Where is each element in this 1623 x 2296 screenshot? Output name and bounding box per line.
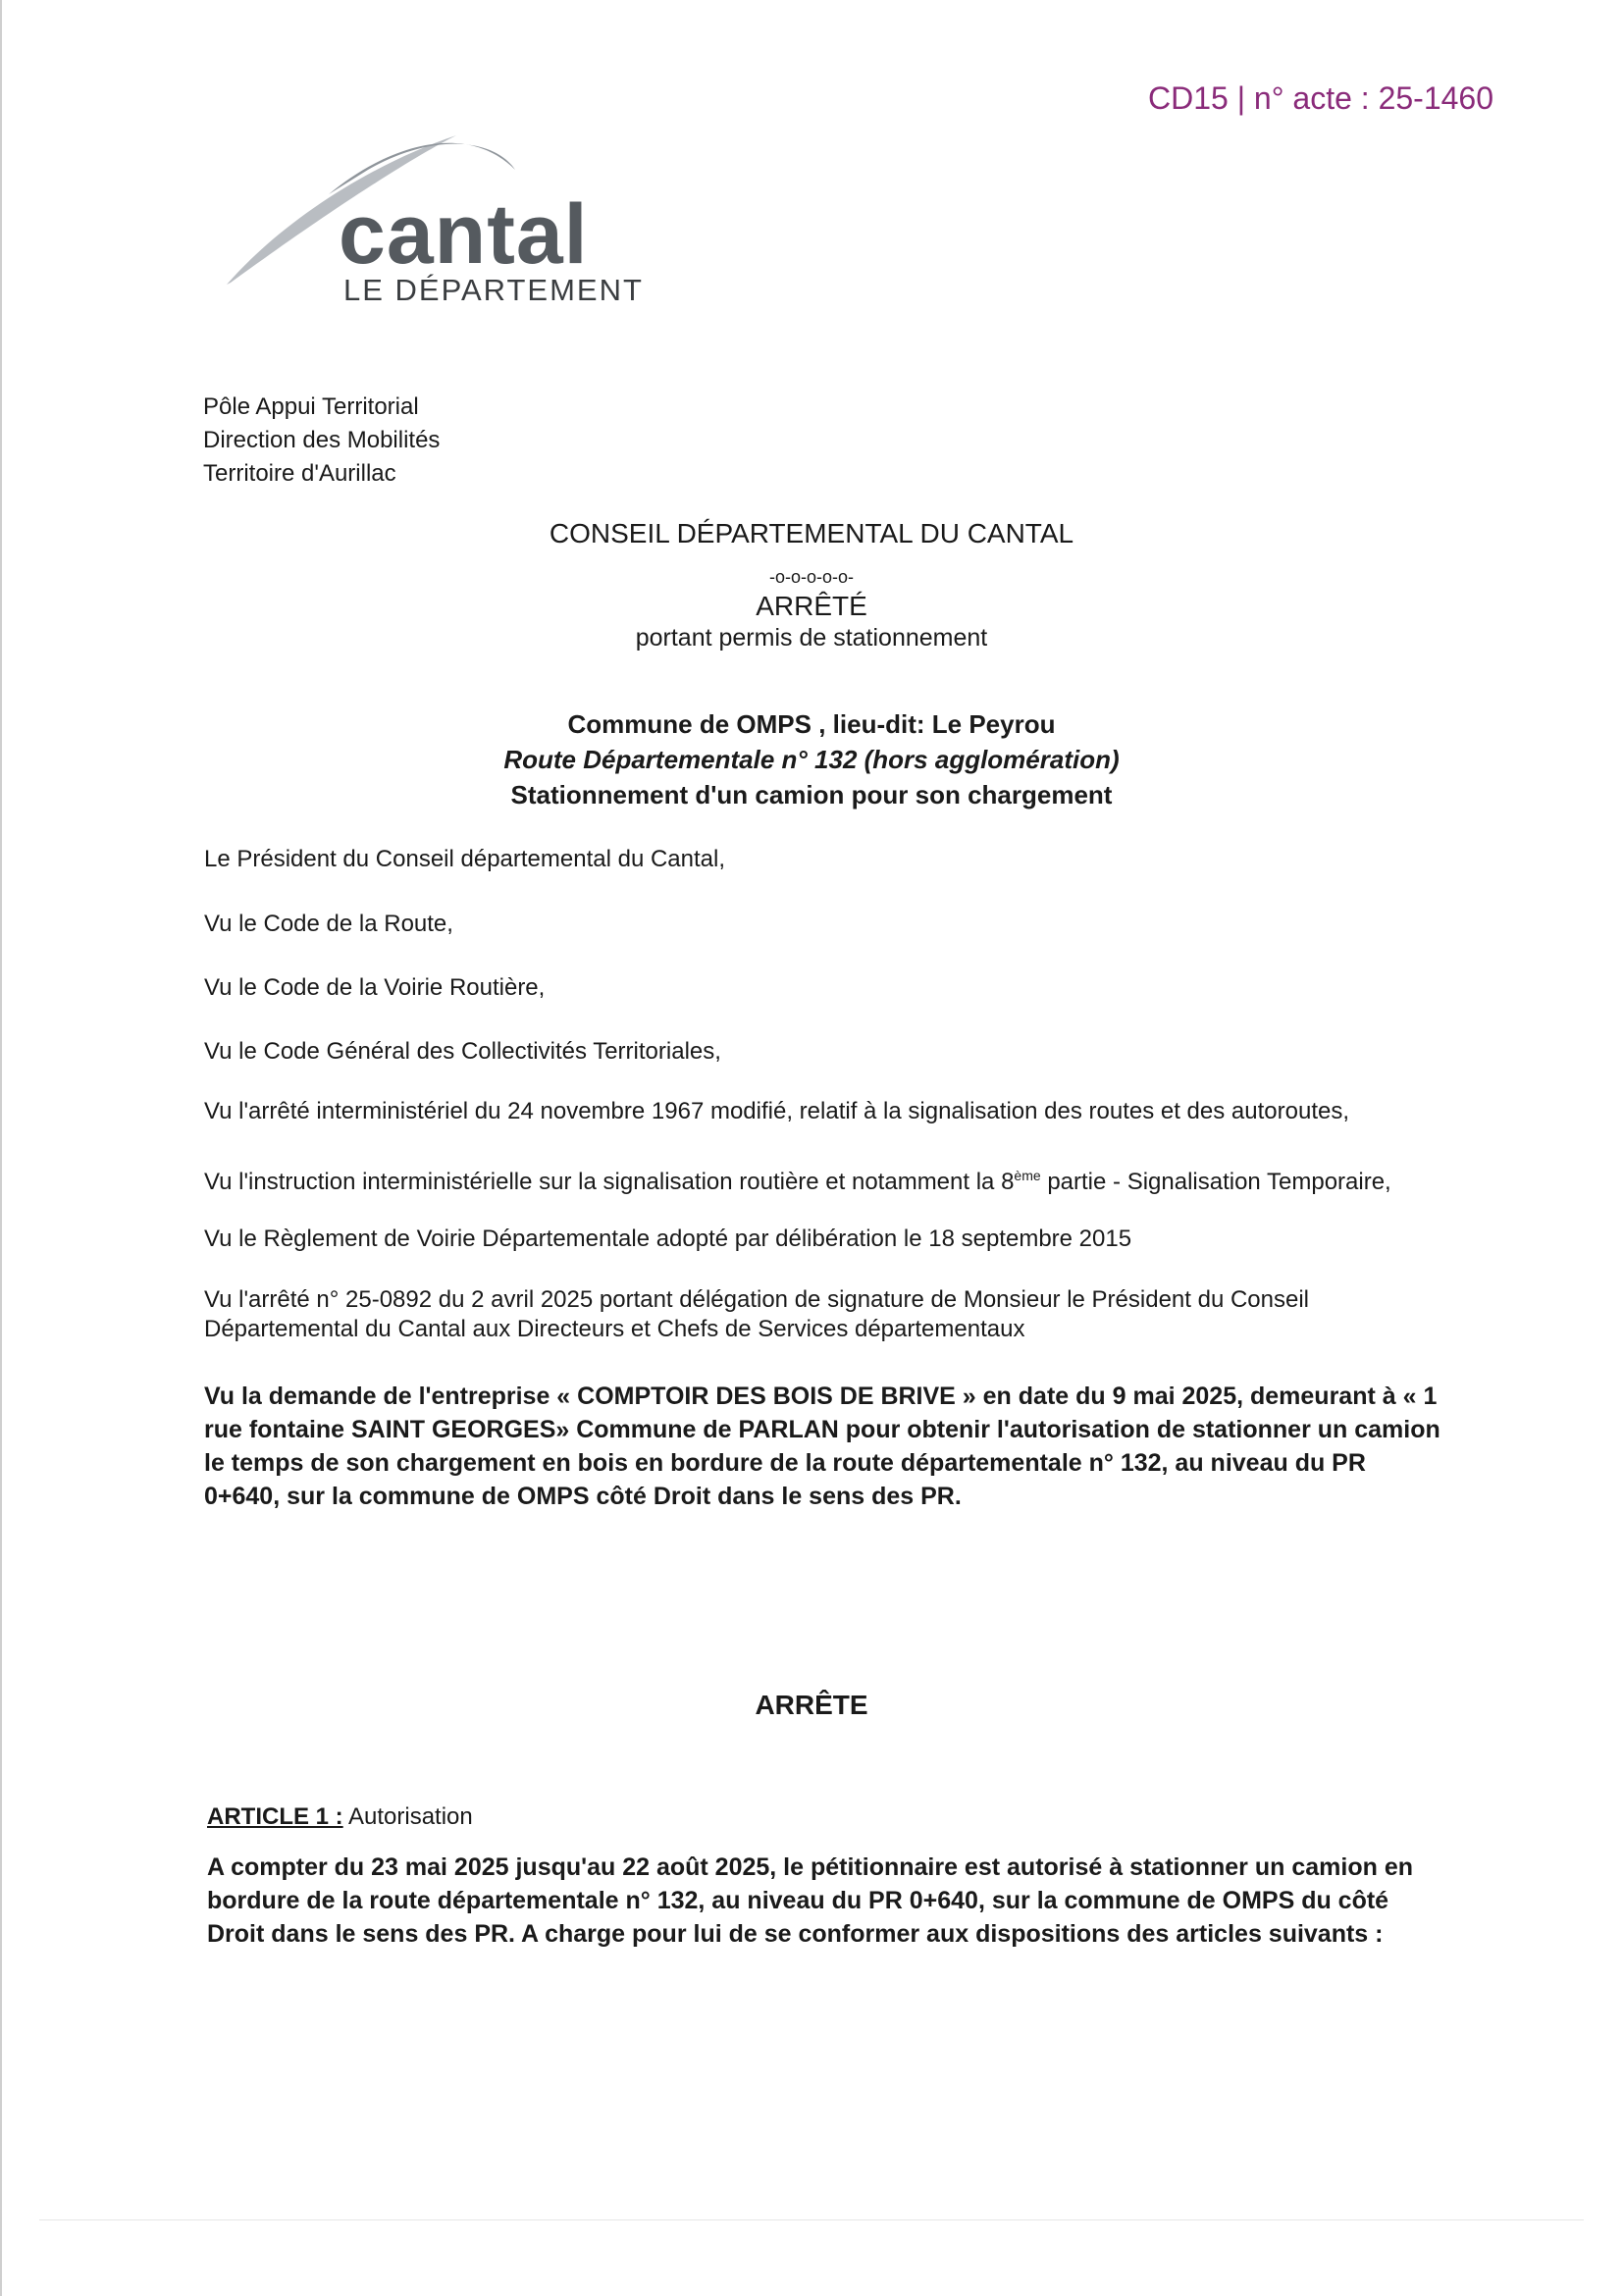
sender-territory: Territoire d'Aurillac <box>203 460 396 487</box>
president-line: Le Président du Conseil départemental du Cantal, <box>204 846 725 872</box>
logo-wordmark: cantal <box>339 187 589 282</box>
title-block <box>0 518 1623 657</box>
vu-reglement: Vu le Règlement de Voirie Départementale adopté par délibération le 18 septembre 2015 <box>204 1226 1132 1252</box>
bottom-rule <box>39 2219 1584 2220</box>
council-title: CONSEIL DÉPARTEMENTAL DU CANTAL <box>549 518 1074 548</box>
vu-instruction: Vu l'instruction interministérielle sur la signalisation routière et notamment la 8ème partie - Signalisation Temporaire, <box>204 1168 1391 1195</box>
commune-line: Commune de OMPS , lieu-dit: Le Peyrou <box>567 709 1056 739</box>
page-edge <box>0 0 2 2296</box>
cantal-logo <box>221 126 644 322</box>
title-separator: -o-o-o-o-o- <box>768 567 855 587</box>
vu-code-route: Vu le Code de la Route, <box>204 911 453 937</box>
vu-arrete-1967: Vu l'arrêté interministériel du 24 novembre 1967 modifié, relatif à la signalisation des routes et des autoroutes, <box>204 1098 1349 1124</box>
purpose-line: Stationnement d'un camion pour son chargement <box>510 780 1113 809</box>
route-line: Route Départementale n° 132 (hors agglomération) <box>503 745 1120 774</box>
sender-direction: Direction des Mobilités <box>203 427 441 453</box>
arrete-title: ARRÊTÉ <box>756 591 867 621</box>
logo-subtitle: LE DÉPARTEMENT <box>343 273 644 307</box>
act-reference: CD15 | n° acte : 25-1460 <box>1148 80 1493 116</box>
sender-pole: Pôle Appui Territorial <box>203 393 419 420</box>
vu-delegation: Vu l'arrêté n° 25-0892 du 2 avril 2025 portant délégation de signature de Monsieur le Président du Conseil Départemental du Cantal aux Directeurs et Chefs de Services départementaux <box>204 1286 1310 1342</box>
location-block <box>0 706 1623 812</box>
arrete-subject: portant permis de stationnement <box>635 624 988 652</box>
vu-code-voirie: Vu le Code de la Voirie Routière, <box>204 974 546 1001</box>
decision-heading: ARRÊTE <box>755 1690 868 1720</box>
sender-block <box>203 391 440 491</box>
article-1-title: ARTICLE 1 : Autorisation <box>207 1803 473 1830</box>
demande-paragraph: Vu la demande de l'entreprise « COMPTOIR DES BOIS DE BRIVE » en date du 9 mai 2025, demeurant à « 1 rue fontaine SAINT GEORGES» Commune de PARLAN pour obtenir l'autorisation de stationner un camion le temps de son chargement en bois en bordure de la route départementale n° 132, au niveau du PR 0+640, sur la commune de OMPS côté Droit dans le sens des PR. <box>204 1383 1440 1510</box>
vu-cgct: Vu le Code Général des Collectivités Territoriales, <box>204 1038 721 1065</box>
article-1-text: A compter du 23 mai 2025 jusqu'au 22 août 2025, le pétitionnaire est autorisé à stationner un camion en bordure de la route départementale n° 132, au niveau du PR 0+640, sur la commune de OMPS du côté Droit dans le sens des PR. A charge pour lui de se conformer aux dispositions des articles suivants : <box>207 1853 1413 1948</box>
